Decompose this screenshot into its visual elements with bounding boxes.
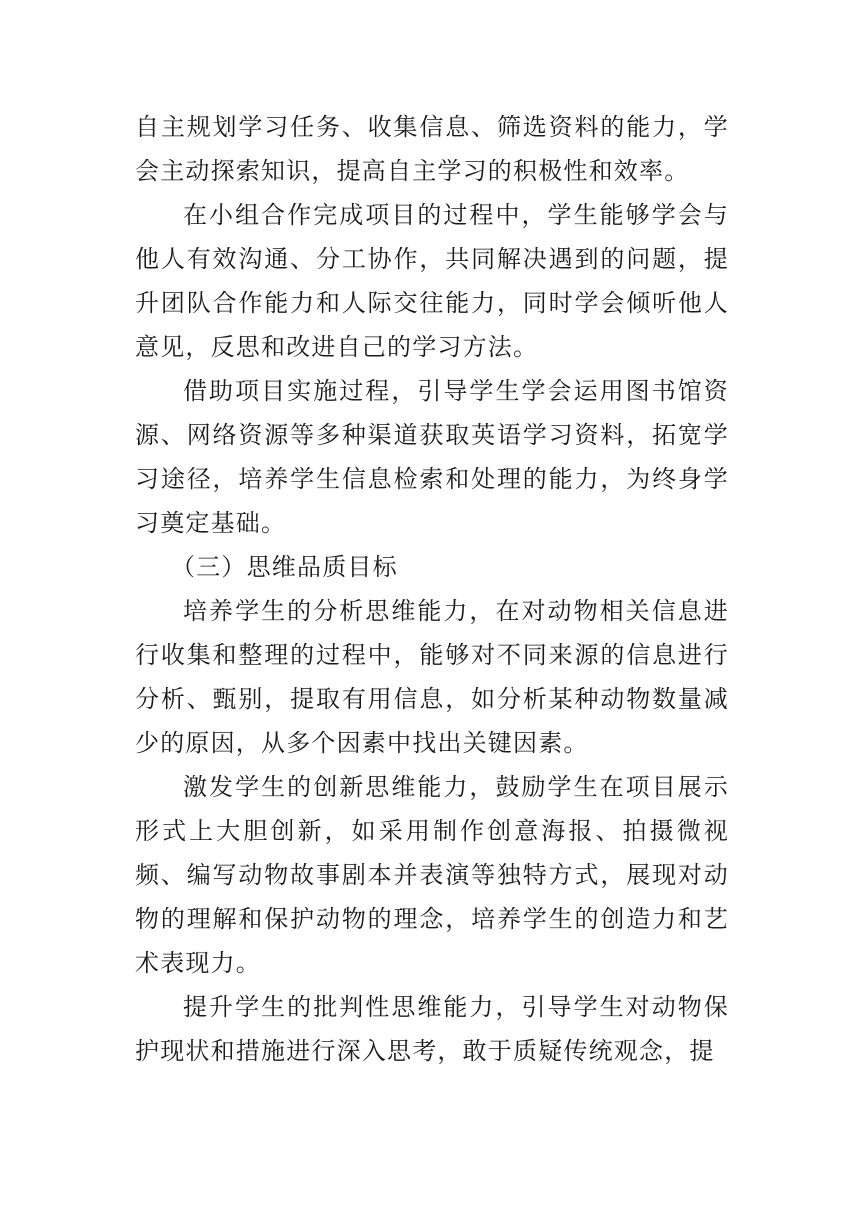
- paragraph-creative-thinking: 激发学生的创新思维能力，鼓励学生在项目展示形式上大胆创新，如采用制作创意海报、拍摄微视频、编写动物故事剧本并表演等独特方式，展现对动物的理解和保护动物的理念，培养学生的创造力和艺术表现力。: [135, 773, 729, 977]
- paragraph-teamwork: 在小组合作完成项目的过程中，学生能够学会与他人有效沟通、分工协作，共同解决遇到的问题，提升团队合作能力和人际交往能力，同时学会倾听他人意见，反思和改进自己的学习方法。: [135, 201, 729, 361]
- document-body: [135, 105, 729, 1073]
- paragraph-analytical-thinking: 培养学生的分析思维能力，在对动物相关信息进行收集和整理的过程中，能够对不同来源的信息进行分析、甄别，提取有用信息，如分析某种动物数量减少的原因，从多个因素中找出关键因素。: [135, 597, 729, 757]
- paragraph-continuation: 自主规划学习任务、收集信息、筛选资料的能力，学会主动探索知识，提高自主学习的积极性和效率。: [135, 113, 729, 185]
- paragraph-critical-thinking: 提升学生的批判性思维能力，引导学生对动物保护现状和措施进行深入思考，敢于质疑传统观念，提: [135, 993, 729, 1065]
- paragraph-resources: 借助项目实施过程，引导学生学会运用图书馆资源、网络资源等多种渠道获取英语学习资料，拓宽学习途径，培养学生信息检索和处理的能力，为终身学习奠定基础。: [135, 377, 729, 537]
- section-heading: （三）思维品质目标: [171, 553, 398, 581]
